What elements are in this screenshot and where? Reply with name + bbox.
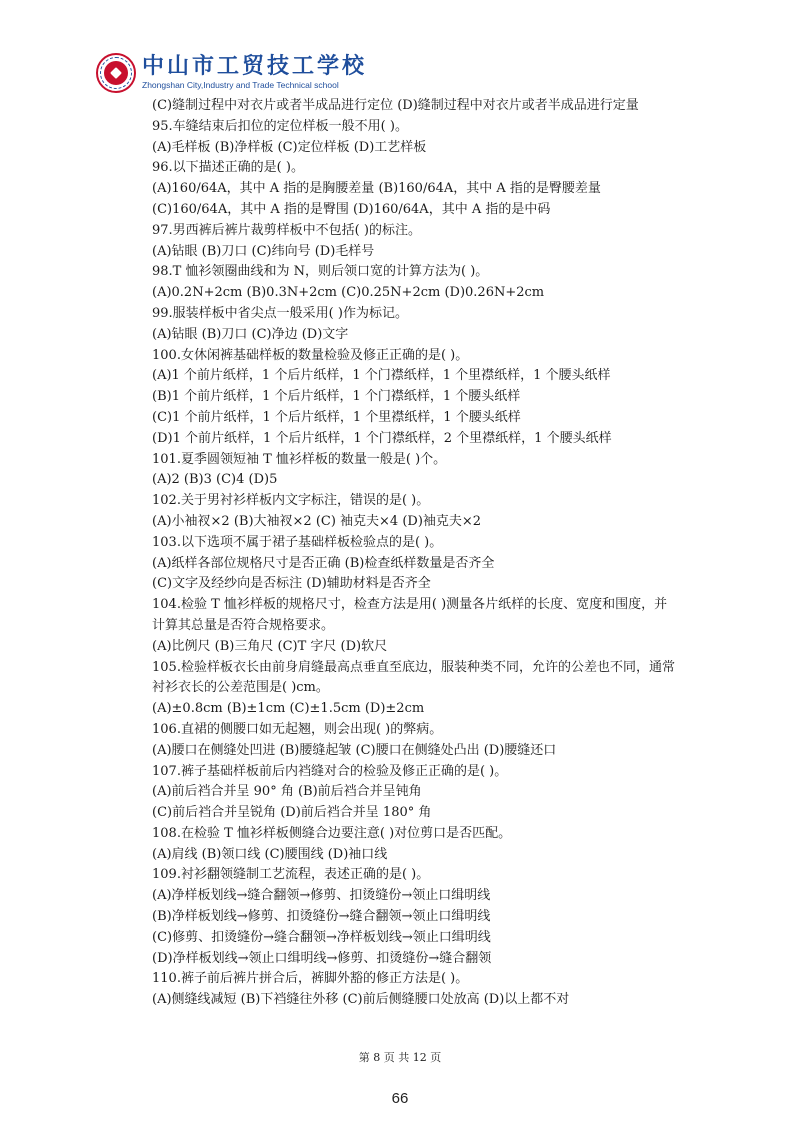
text-line: (D)净样板划线→领止口缉明线→修剪、扣烫缝份→缝合翻领 (152, 950, 492, 966)
question-stem: 102.关于男衬衫样板内文字标注，错误的是( )。 (152, 493, 430, 509)
text-line: (C)前后裆合并呈锐角 (D)前后裆合并呈 180° 角 (152, 805, 432, 821)
question-stem: 98.T 恤衫领圈曲线和为 N，则后领口宽的计算方法为( )。 (152, 264, 489, 280)
text-line: (C)修剪、扣烫缝份→缝合翻领→净样板划线→领止口缉明线 (152, 929, 491, 945)
question-stem: 100.女休闲裤基础样板的数量检验及修正正确的是( )。 (152, 347, 469, 363)
question-stem: 95.车缝结束后扣位的定位样板一般不用( )。 (152, 118, 408, 134)
text-line: (A)2 (B)3 (C)4 (D)5 (152, 472, 278, 488)
text-line: (C)1 个前片纸样，1 个后片纸样，1 个里襟纸样，1 个腰头纸样 (152, 409, 521, 425)
text-line: (A)160/64A，其中 A 指的是胸腰差量 (B)160/64A，其中 A 指的是臀腰差量 (152, 181, 601, 197)
text-line: (A)钻眼 (B)刀口 (C)纬向号 (D)毛样号 (152, 243, 375, 259)
school-name-cn: 中山市工贸技工学校 (142, 54, 368, 79)
question-list (152, 96, 732, 1011)
text-line: (A)净样板划线→缝合翻领→修剪、扣烫缝份→领止口缉明线 (152, 888, 491, 904)
text-line: (A)0.2N+2cm (B)0.3N+2cm (C)0.25N+2cm (D)0.26N+2cm (152, 285, 545, 301)
text-line: (A)腰口在侧缝处凹进 (B)腰缝起皱 (C)腰口在侧缝处凸出 (D)腰缝还口 (152, 742, 557, 758)
school-name-en: Zhongshan City,Industry and Trade Technical school (142, 80, 339, 90)
text-line: (A)比例尺 (B)三角尺 (C)T 字尺 (D)软尺 (152, 638, 388, 654)
text-line: (A)小袖衩×2 (B)大袖衩×2 (C) 袖克夫×4 (D)袖克夫×2 (152, 513, 482, 529)
text-line: (A)1 个前片纸样，1 个后片纸样，1 个门襟纸样，1 个里襟纸样，1 个腰头纸样 (152, 368, 611, 384)
text-line: (C)160/64A，其中 A 指的是臀围 (D)160/64A，其中 A 指的是中码 (152, 201, 551, 217)
question-stem: 108.在检验 T 恤衫样板侧缝合边要注意( )对位剪口是否匹配。 (152, 825, 512, 841)
text-line: (A)钻眼 (B)刀口 (C)净边 (D)文字 (152, 326, 349, 342)
question-stem: 107.裤子基础样板前后内裆缝对合的检验及修正正确的是( )。 (152, 763, 508, 779)
page-header (96, 50, 367, 96)
question-stem: 106.直裙的侧腰口如无起翘，则会出现( )的弊病。 (152, 721, 443, 737)
question-stem: 110.裤子前后裤片拼合后，裤脚外豁的修正方法是( )。 (152, 971, 469, 987)
question-stem: 101.夏季圆领短袖 T 恤衫样板的数量一般是( )个。 (152, 451, 447, 467)
question-stem: 96.以下描述正确的是( )。 (152, 160, 304, 176)
text-line: (A)侧缝线减短 (B)下裆缝往外移 (C)前后侧缝腰口处放高 (D)以上都不对 (152, 992, 570, 1008)
text-line: (A)前后裆合并呈 90° 角 (B)前后裆合并呈钝角 (152, 784, 422, 800)
question-stem: 104.检验 T 恤衫样板的规格尺寸，检查方法是用( )测量各片纸样的长度、宽度和围度，并 (152, 597, 668, 613)
page-number: 66 (391, 1090, 409, 1107)
school-name (142, 55, 367, 91)
text-line: (B)1 个前片纸样，1 个后片纸样，1 个门襟纸样，1 个腰头纸样 (152, 389, 521, 405)
text-line: (A)纸样各部位规格尺寸是否正确 (B)检查纸样数量是否齐全 (152, 555, 495, 571)
text-line: (A)毛样板 (B)净样板 (C)定位样板 (D)工艺样板 (152, 139, 427, 155)
text-line: (A)±0.8cm (B)±1cm (C)±1.5cm (D)±2cm (152, 701, 425, 717)
text-line: (C)文字及经纱向是否标注 (D)辅助材料是否齐全 (152, 576, 431, 592)
text-line: (B)净样板划线→修剪、扣烫缝份→缝合翻领→领止口缉明线 (152, 909, 491, 925)
question-stem: 99.服装样板中省尖点一般采用( )作为标记。 (152, 305, 408, 321)
page-of-footer: 第 8 页 共 12 页 (358, 1051, 442, 1064)
question-stem: 103.以下选项不属于裙子基础样板检验点的是( )。 (152, 534, 443, 550)
question-stem: 105.检验样板衣长由前身肩缝最高点垂直至底边，服装种类不同，允许的公差也不同，通常 (152, 659, 675, 675)
text-line: 计算其总量是否符合规格要求。 (152, 617, 335, 633)
text-line: 衬衫衣长的公差范围是( )cm。 (152, 680, 329, 696)
question-stem: 97.男西裤后裤片裁剪样板中不包括( )的标注。 (152, 222, 421, 238)
text-line: (C)缝制过程中对衣片或者半成品进行定位 (D)缝制过程中对衣片或者半成品进行定量 (152, 98, 639, 113)
text-line: (A)肩线 (B)领口线 (C)腰围线 (D)袖口线 (152, 846, 388, 862)
text-line: (D)1 个前片纸样，1 个后片纸样，1 个门襟纸样，2 个里襟纸样，1 个腰头纸样 (152, 430, 612, 446)
question-stem: 109.衬衫翻领缝制工艺流程，表述正确的是( )。 (152, 867, 430, 883)
school-logo-icon (96, 53, 136, 93)
